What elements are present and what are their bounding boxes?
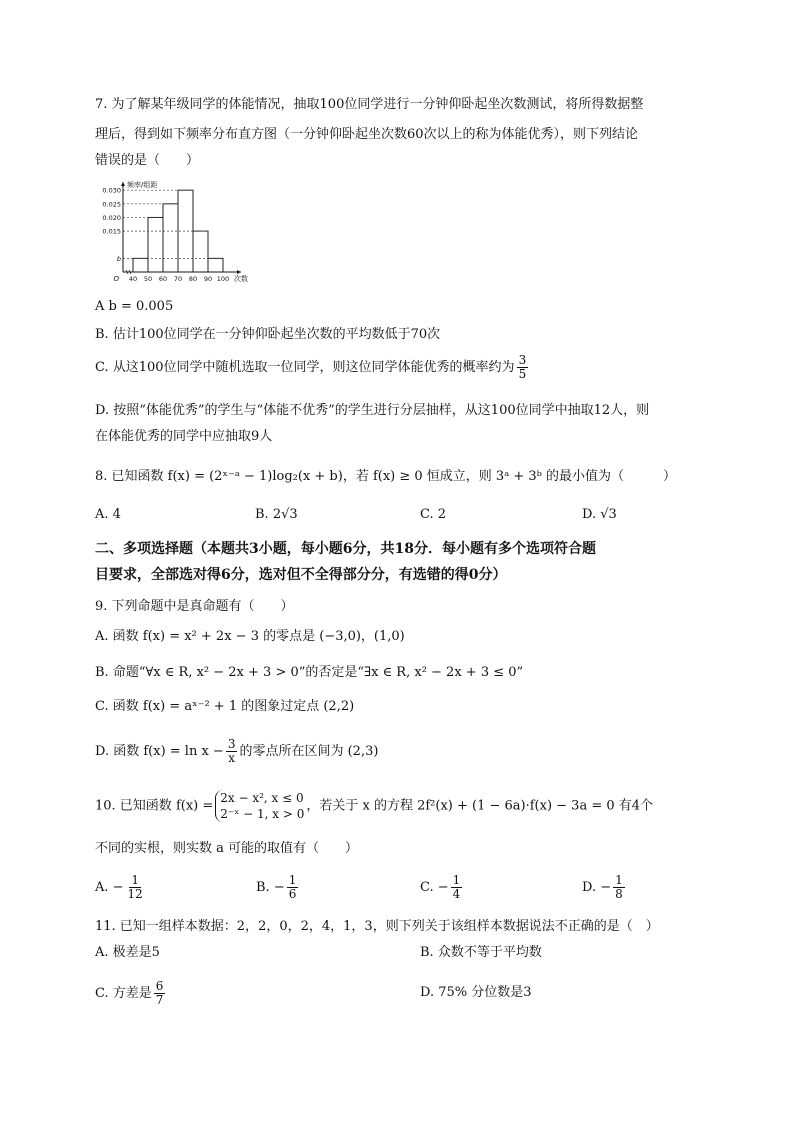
fraction-denominator: 12 <box>127 887 143 901</box>
option-label: A. − <box>95 880 124 895</box>
q10-stem-line1 <box>95 790 653 822</box>
y-tick-label: 0.020 <box>102 213 121 222</box>
q11-option-c-fraction <box>154 980 166 1007</box>
fraction-denominator: 6 <box>288 887 297 901</box>
q7-stem-line3: 错误的是（ ） <box>95 153 200 168</box>
q8-option-b: B. 2√3 <box>255 507 298 522</box>
q7-option-c-fraction <box>517 354 529 381</box>
q9-option-c: C. 函数 f(x) = aˣ⁻² + 1 的图象过定点 (2,2) <box>95 699 355 714</box>
q8-option-d: D. √3 <box>582 507 617 522</box>
fraction-numerator: 6 <box>155 979 164 993</box>
q7-option-c-text: C. 从这100位同学中随机选取一位同学，则这位同学体能优秀的概率约为 <box>95 360 515 375</box>
q7-option-c <box>95 354 530 381</box>
q10-stem-start: 10. 已知函数 f(x) = <box>95 798 214 814</box>
q9-option-d <box>95 738 378 765</box>
origin-label: O <box>113 275 119 283</box>
q11-option-d: D. 75% 分位数是3 <box>420 985 532 1000</box>
q9-option-d-text-end: 的零点所在区间为 (2,3) <box>239 744 379 759</box>
q7-stem-line1: 7. 为了解某年级同学的体能情况，抽取100位同学进行一分钟仰卧起坐次数测试，将所得数据整 <box>95 97 644 112</box>
q10-option-c <box>420 874 464 901</box>
q9-option-b: B. 命题“∀x ∈ R, x² − 2x + 3 > 0”的否定是“∃x ∈ R, x² − 2x + 3 ≤ 0” <box>95 665 524 680</box>
frequency-histogram <box>95 178 248 288</box>
y-tick-label: 0.015 <box>102 227 121 236</box>
q11-option-a: A. 极差是5 <box>95 945 160 960</box>
q7-option-d-line1: D. 按照“体能优秀”的学生与“体能不优秀”的学生进行分层抽样，从这100位同学中抽取12人，则 <box>95 403 650 418</box>
fraction-numerator: 1 <box>615 873 623 887</box>
q7-option-d-line2: 在体能优秀的同学中应抽取9人 <box>95 429 273 444</box>
y-axis-label: 频率/组距 <box>127 181 158 189</box>
q8-option-c: C. 2 <box>420 507 447 522</box>
x-tick-label: 80 <box>188 275 198 283</box>
fraction-numerator: 3 <box>518 353 527 367</box>
q9-option-d-fraction <box>226 738 238 765</box>
q11-option-c <box>95 980 167 1007</box>
fraction-numerator: 1 <box>288 873 297 887</box>
q10-stem-line2: 不同的实根，则实数 a 可能的取值有（ ） <box>95 841 359 856</box>
fraction-numerator: 1 <box>452 873 461 887</box>
piecewise-case-2: 2⁻ˣ − 1, x > 0 <box>220 807 305 821</box>
q10-stem-end: ，若关于 x 的方程 2f²(x) + (1 − 6a)·f(x) − 3a = 0 有4个 <box>306 798 654 814</box>
q11-option-b: B. 众数不等于平均数 <box>420 945 542 960</box>
q11-stem: 11. 已知一组样本数据：2，2，0，2，4，1，3，则下列关于该组样本数据说法不正确的是（ ） <box>95 919 659 934</box>
y-tick-label: 0.030 <box>102 186 121 195</box>
fraction-denominator: 7 <box>155 993 164 1007</box>
q8-stem: 8. 已知函数 f(x) = (2ˣ⁻ᵃ − 1)log₂(x + b)，若 f(x) ≥ 0 恒成立，则 3ᵃ + 3ᵇ 的最小值为（ ） <box>95 469 676 484</box>
q10-piecewise-function <box>215 790 304 822</box>
x-tick-label: 90 <box>203 275 213 283</box>
histogram-bar <box>193 231 208 272</box>
section-2-heading-line2: 目要求，全部选对得6分，选对但不全得部分分，有选错的得0分） <box>95 567 507 583</box>
y-axis-arrow <box>121 182 125 186</box>
q9-stem: 9. 下列命题中是真命题有（ ） <box>95 599 294 614</box>
piecewise-case-1: 2x − x², x ≤ 0 <box>220 791 304 805</box>
x-tick-label: 60 <box>158 275 168 283</box>
histogram-bar <box>208 258 223 272</box>
option-fraction <box>287 874 299 901</box>
x-axis-arrow <box>237 270 241 274</box>
fraction-numerator: 1 <box>131 873 139 887</box>
section-2-heading-line1: 二、多项选择题（本题共3小题，每小题6分，共18分．每小题有多个选项符合题 <box>95 541 596 557</box>
option-label: C. − <box>420 880 449 895</box>
histogram-bar <box>148 217 163 272</box>
fraction-denominator: 5 <box>518 367 527 381</box>
option-label: B. − <box>256 880 285 895</box>
fraction-denominator: x <box>228 751 236 765</box>
y-tick-label: 0.025 <box>102 200 121 209</box>
q10-option-d <box>582 874 627 901</box>
x-tick-label: 50 <box>143 275 153 283</box>
q9-option-d-text: D. 函数 f(x) = ln x − <box>95 744 224 759</box>
fraction-numerator: 3 <box>227 737 236 751</box>
y-tick-label: b <box>116 254 121 263</box>
fraction-denominator: 8 <box>615 887 623 901</box>
x-tick-label: 100 <box>216 275 230 283</box>
option-fraction <box>126 874 145 901</box>
option-fraction <box>451 874 463 901</box>
fraction-denominator: 4 <box>452 887 461 901</box>
x-tick-label: 40 <box>128 275 138 283</box>
q10-option-b <box>256 874 300 901</box>
q9-option-a: A. 函数 f(x) = x² + 2x − 3 的零点是 (−3,0)，(1,0) <box>95 629 405 644</box>
histogram-bar <box>133 258 148 272</box>
histogram-bar <box>163 204 178 272</box>
q7-option-b: B. 估计100位同学在一分钟仰卧起坐次数的平均数低于70次 <box>95 327 441 342</box>
q7-option-a: A b = 0.005 <box>95 299 174 314</box>
x-tick-label: 70 <box>173 275 183 283</box>
q8-option-a: A. 4 <box>95 507 121 522</box>
option-label: D. − <box>582 880 612 895</box>
q10-option-a <box>95 874 147 901</box>
q7-stem-line2: 理后，得到如下频率分布直方图（一分钟仰卧起坐次数60次以上的称为体能优秀），则下列结论 <box>95 127 639 142</box>
x-axis-label: 次数 <box>234 275 248 283</box>
q11-option-c-text: C. 方差是 <box>95 986 152 1001</box>
option-fraction <box>613 874 625 901</box>
